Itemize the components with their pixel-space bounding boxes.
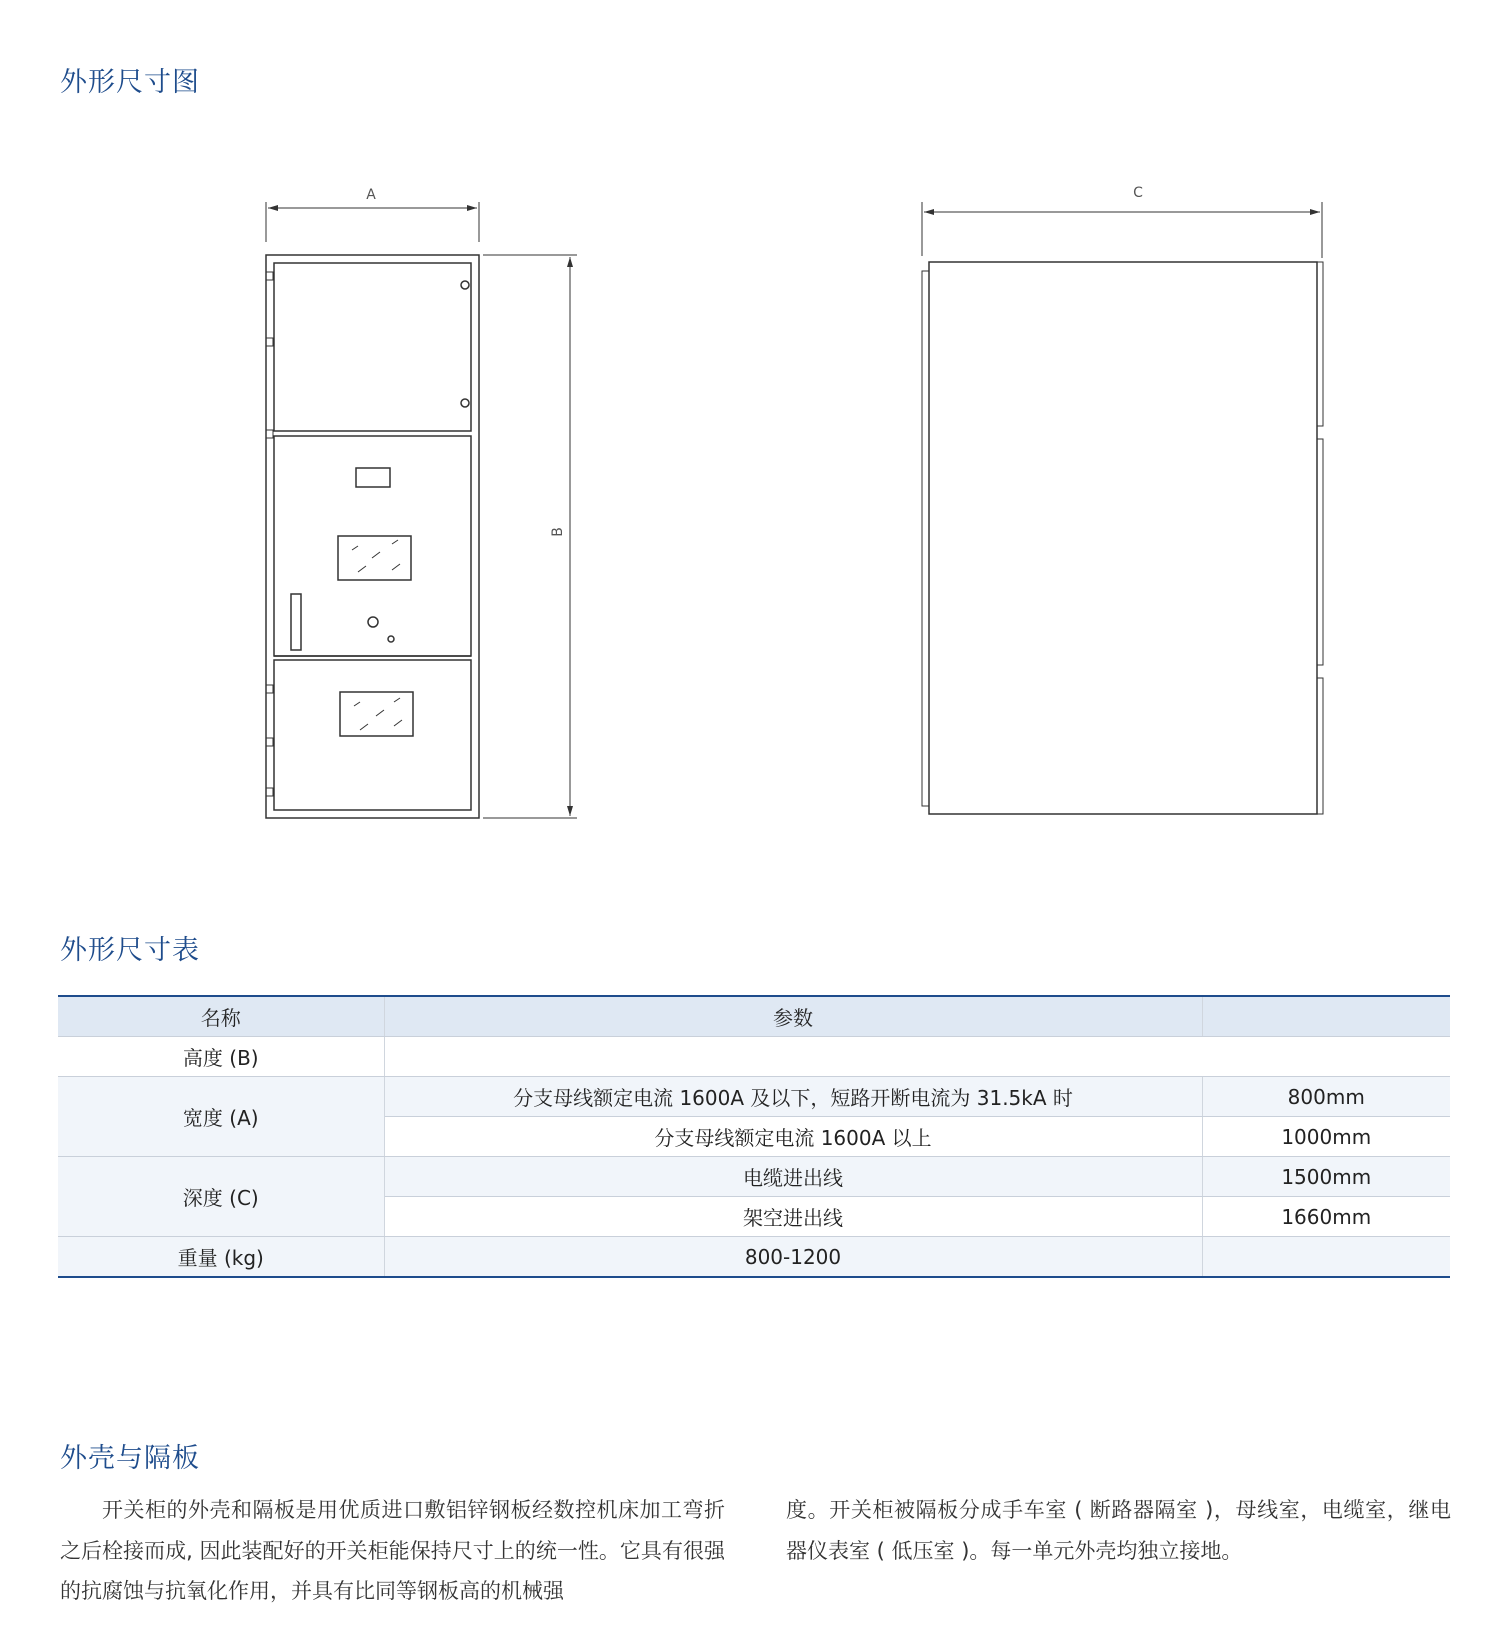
dimension-label-a: A [366,187,376,203]
row-depth-name: 深度 (C) [58,1157,384,1237]
row-width-value-2: 1000mm [1202,1117,1450,1157]
nameplate [356,468,390,487]
table-row [58,1077,1450,1117]
row-width-name: 宽度 (A) [58,1077,384,1157]
table-row [58,1237,1450,1278]
side-view [922,185,1323,814]
table-header-row [58,996,1450,1037]
shell-partition-heading: 外壳与隔板 [60,1443,200,1474]
row-depth-value-1: 1500mm [1202,1157,1450,1197]
dimension-label-b: B [550,527,566,537]
lower-door [274,660,471,810]
row-depth-param-2: 架空进出线 [384,1197,1202,1237]
dimension-table-heading: 外形尺寸表 [60,935,200,966]
row-height-value [1202,1037,1450,1077]
front-view [266,187,577,818]
row-depth-value-2: 1660mm [1202,1197,1450,1237]
view-window-lower [340,692,413,736]
view-window-upper [338,536,411,580]
table-row [58,1037,1450,1077]
dimension-drawing-heading: 外形尺寸图 [60,67,200,98]
row-weight-param: 800-1200 [384,1237,1202,1278]
row-weight-value [1202,1237,1450,1278]
dimension-drawing [0,160,1500,860]
row-height-name: 高度 (B) [58,1037,384,1077]
body-text-left: 开关柜的外壳和隔板是用优质进口敷铝锌钢板经数控机床加工弯折之后栓接而成, 因此装配好的开关柜能保持尺寸上的统一性。它具有很强的抗腐蚀与抗氧化作用，并具有比同等钢板高的机械强 [60,1498,725,1603]
header-value [1202,996,1450,1037]
row-width-param-1: 分支母线额定电流 1600A 及以下，短路开断电流为 31.5kA 时 [384,1077,1202,1117]
row-height-param [384,1037,1202,1077]
dimension-label-c: C [1133,185,1143,201]
row-width-value-1: 800mm [1202,1077,1450,1117]
header-name: 名称 [58,996,384,1037]
side-outline [929,262,1317,814]
dimension-table [58,995,1450,1278]
table-row [58,1157,1450,1197]
row-depth-param-1: 电缆进出线 [384,1157,1202,1197]
row-weight-name: 重量 (kg) [58,1237,384,1278]
body-text-right: 度。开关柜被隔板分成手车室 ( 断路器隔室 )，母线室，电缆室，继电器仪表室 ( 低压室 )。每一单元外壳均独立接地。 [786,1498,1451,1563]
header-param: 参数 [384,996,1202,1037]
row-width-param-2: 分支母线额定电流 1600A 以上 [384,1117,1202,1157]
door-handle [291,594,301,650]
upper-door [274,263,471,431]
middle-door [274,436,471,656]
